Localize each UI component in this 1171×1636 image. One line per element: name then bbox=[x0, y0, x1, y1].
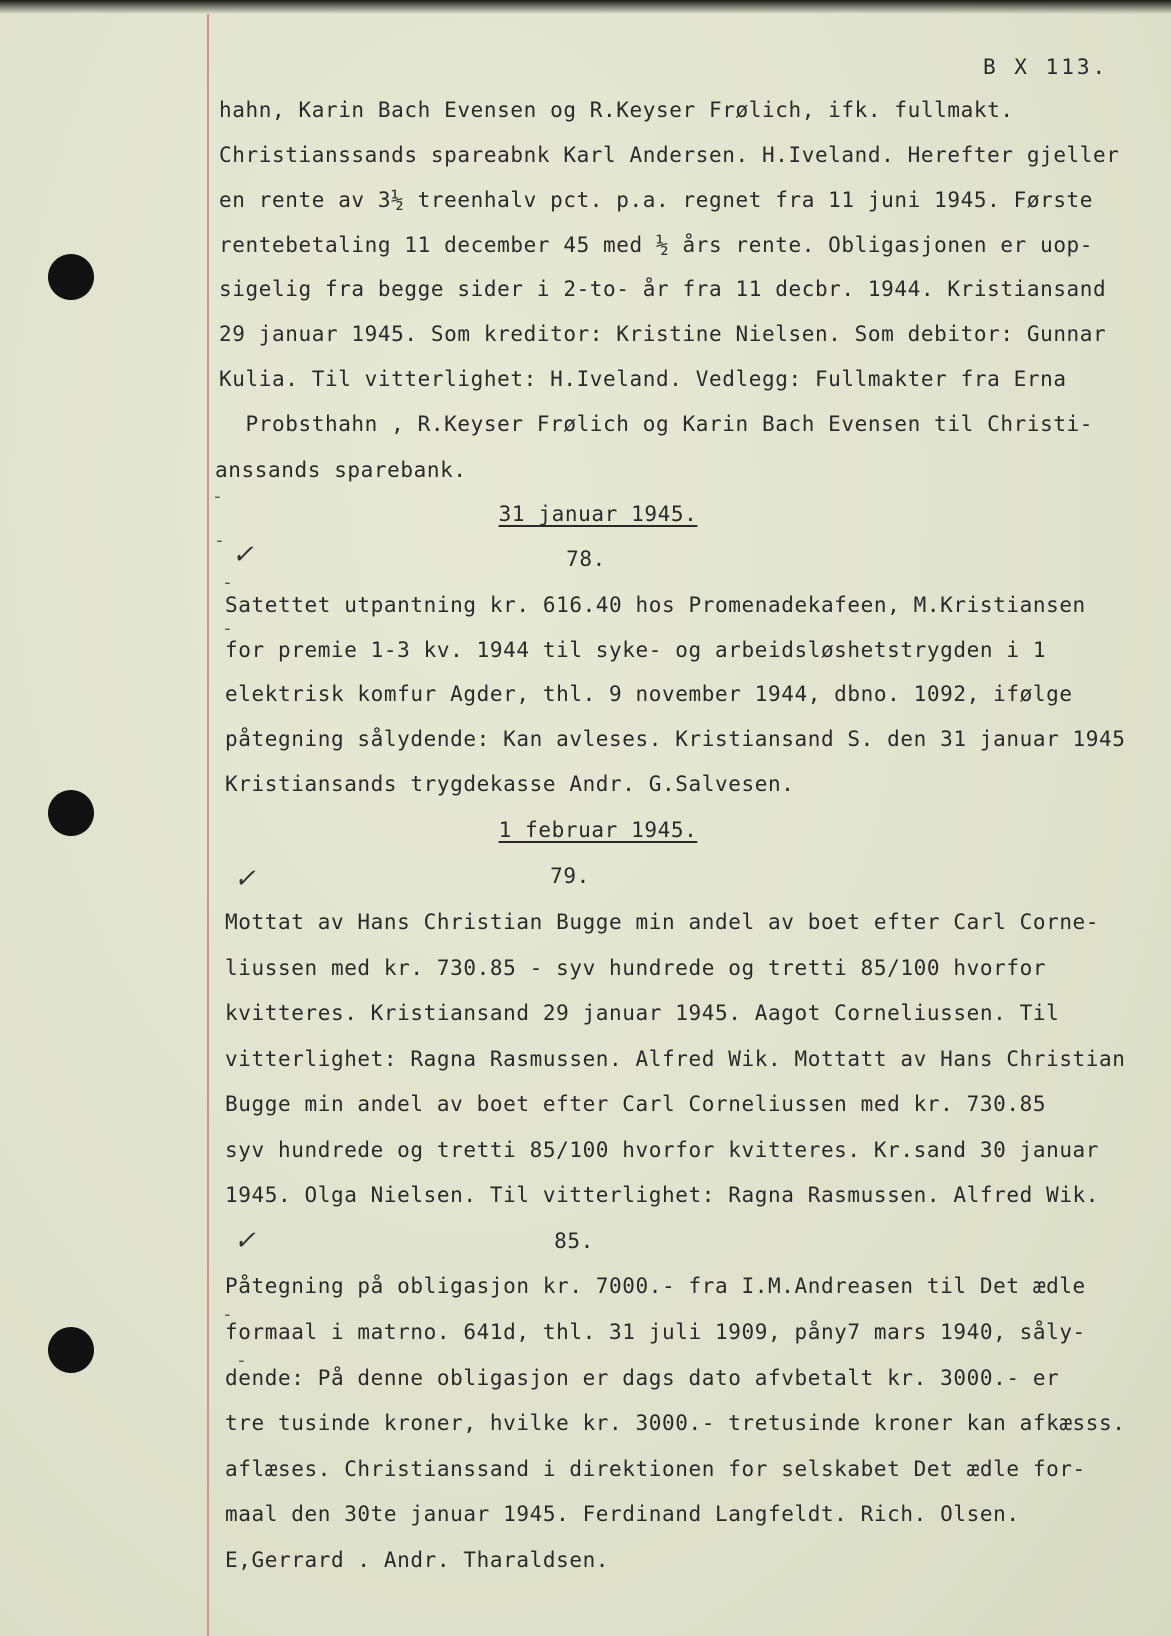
margin-dash: - bbox=[236, 1350, 247, 1371]
text-line: liussen med kr. 730.85 - syv hundrede og tretti 85/100 hvorfor bbox=[225, 956, 1047, 980]
margin-rule bbox=[207, 14, 209, 1636]
text-line: maal den 30te januar 1945. Ferdinand Langfeldt. Rich. Olsen. bbox=[225, 1502, 1020, 1526]
text-line: for premie 1-3 kv. 1944 til syke- og arbeidsløshetstrygden i 1 bbox=[225, 638, 1047, 662]
margin-checkmark: ✓ bbox=[232, 540, 254, 570]
punch-hole-top bbox=[48, 254, 94, 300]
margin-dash: - bbox=[222, 572, 233, 593]
text-line: vitterlighet: Ragna Rasmussen. Alfred Wik. Mottatt av Hans Christian bbox=[225, 1047, 1126, 1071]
text-line: Satettet utpantning kr. 616.40 hos Promenadekafeen, M.Kristiansen bbox=[225, 593, 1086, 617]
scan-top-shadow bbox=[0, 0, 1171, 14]
margin-dash: - bbox=[214, 530, 225, 551]
text-line: Påtegning på obligasjon kr. 7000.- fra I.M.Andreasen til Det ædle bbox=[225, 1274, 1086, 1298]
page-reference: B X 113. bbox=[983, 55, 1109, 79]
margin-dash: - bbox=[222, 1304, 233, 1325]
text-line: E,Gerrard . Andr. Tharaldsen. bbox=[225, 1548, 610, 1572]
text-line: Kristiansands trygdekasse Andr. G.Salvesen. bbox=[225, 772, 795, 796]
text-line: en rente av 3½ treenhalv pct. p.a. regnet fra 11 juni 1945. Første bbox=[219, 188, 1094, 212]
date-heading: 31 januar 1945. bbox=[498, 502, 698, 526]
entry-number: 79. bbox=[550, 864, 590, 888]
text-line: formaal i matrno. 641d, thl. 31 juli 1909, påny7 mars 1940, såly- bbox=[225, 1320, 1086, 1344]
text-line: aflæses. Christianssand i direktionen for selskabet Det ædle for- bbox=[225, 1457, 1086, 1481]
text-line: elektrisk komfur Agder, thl. 9 november 1944, dbno. 1092, ifølge bbox=[225, 682, 1073, 706]
text-line: Kulia. Til vitterlighet: H.Iveland. Vedlegg: Fullmakter fra Erna bbox=[219, 367, 1067, 391]
punch-hole-bottom bbox=[48, 1327, 94, 1373]
entry-number: 78. bbox=[566, 547, 606, 571]
margin-dash: - bbox=[212, 486, 223, 507]
text-line: 29 januar 1945. Som kreditor: Kristine Nielsen. Som debitor: Gunnar bbox=[219, 322, 1107, 346]
text-line: Probsthahn , R.Keyser Frølich og Karin Bach Evensen til Christi- bbox=[219, 412, 1094, 436]
text-line: rentebetaling 11 december 45 med ½ års rente. Obligasjonen er uop- bbox=[219, 233, 1094, 257]
text-line: sigelig fra begge sider i 2-to- år fra 11 decbr. 1944. Kristiansand bbox=[219, 277, 1107, 301]
text-line: anssands sparebank. bbox=[215, 458, 467, 482]
margin-checkmark: ✓ bbox=[234, 1226, 256, 1256]
date-heading: 1 februar 1945. bbox=[498, 818, 698, 842]
text-line: tre tusinde kroner, hvilke kr. 3000.- tretusinde kroner kan afkæsss. bbox=[225, 1411, 1126, 1435]
entry-number: 85. bbox=[554, 1229, 594, 1253]
punch-hole-middle bbox=[48, 790, 94, 836]
text-line: Mottat av Hans Christian Bugge min andel av boet efter Carl Corne- bbox=[225, 910, 1100, 934]
text-line: 1945. Olga Nielsen. Til vitterlighet: Ragna Rasmussen. Alfred Wik. bbox=[225, 1183, 1100, 1207]
margin-dash: - bbox=[222, 618, 233, 639]
text-line: dende: På denne obligasjon er dags dato afvbetalt kr. 3000.- er bbox=[225, 1366, 1060, 1390]
text-line: Bugge min andel av boet efter Carl Corneliussen med kr. 730.85 bbox=[225, 1092, 1047, 1116]
margin-checkmark: ✓ bbox=[234, 864, 256, 894]
text-line: syv hundrede og tretti 85/100 hvorfor kvitteres. Kr.sand 30 januar bbox=[225, 1138, 1100, 1162]
text-line: kvitteres. Kristiansand 29 januar 1945. Aagot Corneliussen. Til bbox=[225, 1001, 1060, 1025]
text-line: hahn, Karin Bach Evensen og R.Keyser Frølich, ifk. fullmakt. bbox=[219, 98, 1014, 122]
text-line: Christianssands spareabnk Karl Andersen. H.Iveland. Herefter gjeller bbox=[219, 143, 1120, 167]
text-line: påtegning sålydende: Kan avleses. Kristiansand S. den 31 januar 1945 bbox=[225, 727, 1126, 751]
